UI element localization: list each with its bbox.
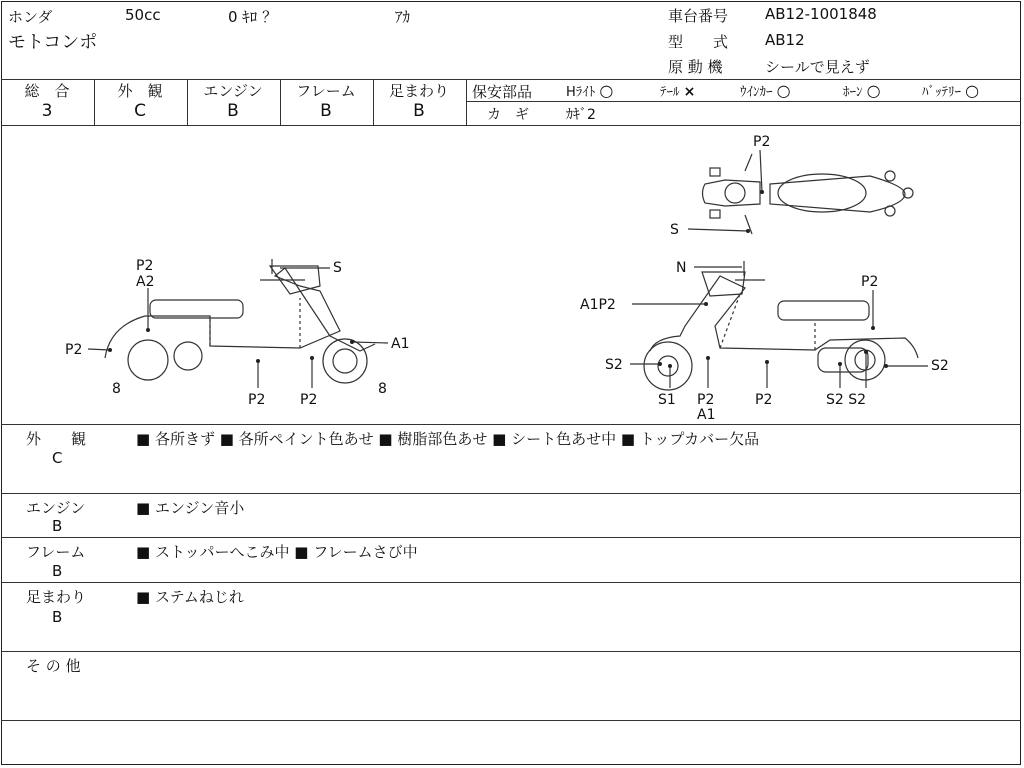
section-notes-suspension: ■ ステムねじれ bbox=[136, 588, 244, 606]
label-left-p2-rear: P2 bbox=[65, 342, 83, 358]
section-notes-frame: ■ ストッパーへこみ中 ■ フレームさび中 bbox=[136, 543, 418, 561]
divider bbox=[1, 537, 1021, 538]
label-left-p2: P2 bbox=[136, 258, 154, 274]
color: ｱｶ bbox=[395, 8, 411, 26]
label-right-p2-b: P2 bbox=[697, 392, 715, 408]
section-notes-engine: ■ エンジン音小 bbox=[136, 499, 245, 517]
label-left-8a: 8 bbox=[112, 381, 121, 397]
safety-label: 保安部品 bbox=[472, 83, 533, 101]
section-grade-frame: B bbox=[52, 562, 63, 580]
section-grade-suspension: B bbox=[52, 608, 63, 626]
label-right-p2-top: P2 bbox=[861, 274, 879, 290]
divider bbox=[1, 493, 1021, 494]
divider bbox=[1, 582, 1021, 583]
safety-item-winker: ｳｲﾝｶｰ ○ bbox=[740, 81, 791, 100]
label-top-p2: P2 bbox=[753, 134, 771, 150]
section-label-exterior: 外 観 bbox=[26, 430, 87, 448]
label-right-s1: S1 bbox=[658, 392, 676, 408]
grade-value-overall: 3 bbox=[41, 101, 53, 121]
divider bbox=[466, 101, 1021, 102]
grade-value-exterior: C bbox=[134, 101, 146, 121]
label-right-p2-b2: P2 bbox=[755, 392, 773, 408]
divider bbox=[1, 651, 1021, 652]
divider bbox=[466, 79, 467, 125]
safety-item-headlight: Hﾗｲﾄ ○ bbox=[566, 81, 614, 100]
engine-label: 原 動 機 bbox=[668, 58, 723, 76]
section-grade-exterior: C bbox=[52, 449, 63, 467]
label-right-s2-right: S2 bbox=[931, 358, 949, 374]
safety-item-horn: ﾎｰﾝ ○ bbox=[843, 81, 881, 100]
label-right-s2-left: S2 bbox=[605, 357, 623, 373]
grade-label-frame: フレーム bbox=[296, 82, 356, 100]
label-left-s: S bbox=[333, 260, 342, 276]
safety-item-battery: ﾊﾞｯﾃﾘｰ ○ bbox=[922, 81, 980, 100]
grade-label-engine: エンジン bbox=[203, 82, 263, 100]
section-label-engine: エンジン bbox=[26, 499, 86, 517]
mileage: 0 ｷﾛ ？ bbox=[228, 8, 278, 26]
type-label: 型 式 bbox=[668, 33, 729, 51]
section-notes-exterior: ■ 各所きず ■ 各所ペイント色あせ ■ 樹脂部色あせ ■ シート色あせ中 ■ トップカバー欠品 bbox=[136, 430, 760, 448]
label-left-a1: A1 bbox=[391, 336, 410, 352]
section-grade-engine: B bbox=[52, 517, 63, 535]
label-left-p2-b2: P2 bbox=[300, 392, 318, 408]
divider bbox=[1, 424, 1021, 425]
frame-no-label: 車台番号 bbox=[668, 7, 729, 25]
divider bbox=[1, 720, 1021, 721]
section-label-suspension: 足まわり bbox=[26, 588, 87, 606]
key-label: カ ギ bbox=[487, 107, 529, 123]
grade-label-exterior: 外 観 bbox=[117, 82, 163, 100]
label-top-s: S bbox=[670, 222, 679, 238]
frame-no: AB12-1001848 bbox=[765, 5, 877, 23]
grade-value-suspension: B bbox=[413, 101, 425, 121]
scooter-top-view bbox=[703, 154, 914, 234]
grade-label-overall: 総 合 bbox=[24, 82, 70, 100]
scooter-diagram bbox=[0, 126, 1022, 424]
maker: ホンダ bbox=[8, 8, 53, 26]
grade-value-engine: B bbox=[227, 101, 239, 121]
engine-value: シールで見えず bbox=[765, 58, 870, 76]
label-right-a1-b: A1 bbox=[697, 407, 716, 423]
key-value: ｶｷﾞ2 bbox=[566, 107, 596, 123]
displacement: 50cc bbox=[125, 6, 161, 24]
label-right-a1p2: A1P2 bbox=[580, 297, 616, 313]
label-left-p2-b1: P2 bbox=[248, 392, 266, 408]
model-name: モトコンポ bbox=[8, 32, 98, 53]
section-label-frame: フレーム bbox=[26, 543, 86, 561]
type-value: AB12 bbox=[765, 31, 805, 49]
grade-label-suspension: 足まわり bbox=[388, 82, 449, 100]
grade-value-frame: B bbox=[320, 101, 332, 121]
section-label-other: そ の 他 bbox=[26, 657, 81, 675]
safety-item-tail: ﾃｰﾙ × bbox=[660, 84, 696, 100]
label-left-8b: 8 bbox=[378, 381, 387, 397]
label-right-n: N bbox=[676, 260, 687, 276]
label-right-s2s2: S2 S2 bbox=[826, 392, 867, 408]
label-left-a2: A2 bbox=[136, 274, 155, 290]
